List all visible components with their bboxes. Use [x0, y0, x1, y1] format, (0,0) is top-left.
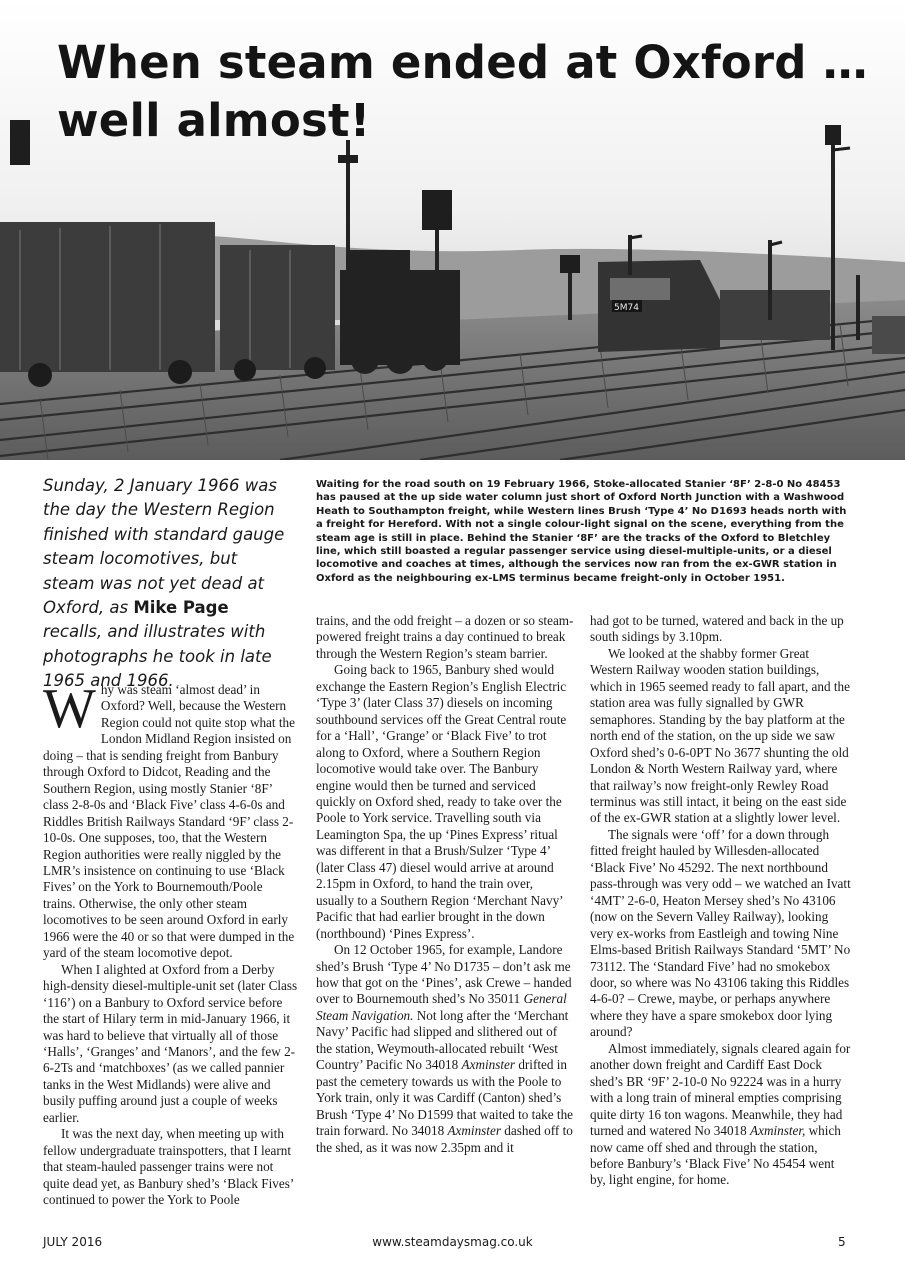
body-text: Not long after the ‘Merchant Navy’ Pacific had slipped and slithered out of the station, Weymouth-allocated rebuilt ‘West Country’ Pacific No 34018: [316, 1007, 569, 1073]
body-paragraph: had got to be turned, watered and back in the up south sidings by 3.10pm.: [590, 613, 844, 645]
standfirst-text-1: Sunday, 2 January 1966 was the day the Western Region finished with standard gauge steam locomotives, but steam was not yet dead at Oxford, as: [43, 476, 285, 618]
headline-line-1: When steam ended at Oxford …: [57, 36, 868, 89]
body-paragraph: [316, 942, 574, 1156]
body-paragraph: We looked at the shabby former Great Western Railway wooden station buildings, which in 1965 seemed ready to fall apart, and the station area was fully signalled by GWR semaphores. Standing by the bay platform at the north end of the station, on the up side we saw Oxford shed’s 0-6-0PT No 3677 shunting the old London & North Western Railway yard, where that railway’s now freight-only Rewley Road terminus was still intact, it being on the east side of the ex-GWR station at a slightly lower level.: [590, 645, 850, 826]
body-column-3: [590, 613, 852, 1189]
body-column-2: [316, 613, 574, 1156]
body-text: On 12 October 1965, for example, Landore shed’s Brush ‘Type 4’ No D1735 – don’t ask me how that got on the ‘Pines’, ask Crewe – handed over to Bournemouth shed’s No 35011: [316, 942, 572, 1007]
body-text: drifted in past the cemetery towards us with the Poole to York train, only it was Cardiff (Canton) shed’s Brush ‘Type 4’ No D1599 that waited to take the train forward. No 34018: [316, 1057, 574, 1139]
body-paragraph: [590, 1041, 852, 1189]
body-text: hy was steam ‘almost dead’ in Oxford? Well, because the Western Region could not quite stop what the London Midland Region insisted on doing – that is sending freight from Banbury through Oxford to Didcot, Reading and the Southern Region, using mostly Stanier ‘8F’ class 2-8-0s and ‘Black Five’ class 4-6-0s and Riddles British Railways Standard ‘9F’ class 2-10-0s. One supposes, too, that the Western Region authorities were really niggled by the LMR’s insistence on continuing to use ‘Black Fives’ on the York to Bournemouth/Poole trains. Otherwise, the only other steam locomotives to be seen around Oxford in early 1966 were the 40 or so that were dumped in the yard of the steam locomotive depot.: [43, 682, 295, 961]
standfirst-text-2: recalls, and illustrates with photographs he took in late 1965 and 1966.: [43, 622, 272, 691]
body-text: which now came off shed and through the station, before Banbury’s ‘Black Five’ No 45454 went by, light engine, for home.: [590, 1123, 841, 1188]
page-number: 5: [838, 1235, 846, 1249]
headline-line-2: well almost!: [57, 94, 371, 147]
drop-cap: W: [43, 678, 96, 740]
footer-issue-date: JULY 2016: [43, 1235, 103, 1249]
author-name: Mike Page: [133, 598, 229, 618]
body-paragraph: It was the next day, when meeting up with fellow undergraduate trainspotters, that I learnt that steam-hauled passenger trains were not quite dead yet, as Banbury shed’s ‘Black Fives’ continued to power the York to Poole: [43, 1126, 294, 1208]
footer-website: www.steamdaysmag.co.uk: [372, 1235, 533, 1249]
article-headline: [57, 34, 868, 150]
loco-name: Axminster,: [750, 1123, 806, 1139]
loco-name: Axminster: [461, 1057, 516, 1073]
body-text: dashed off to the shed, as it was now 2.35pm and it: [316, 1123, 573, 1155]
loco-name: Axminster: [447, 1123, 501, 1139]
photo-caption: Waiting for the road south on 19 February 1966, Stoke-allocated Stanier ‘8F’ 2-8-0 No 48453 has paused at the up side water column just short of Oxford North Junction with a Washwood Heath to Southampton freight, while Western lines Brush ‘Type 4’ No D1693 heads north with a freight for Hereford. With not a single colour-light signal on the scene, everything from the steam age is still in place. Behind the Stanier ‘8F’ are the tracks of the Oxford to Bletchley line, which still boasted a regular passenger service using diesel-multiple-units, or a diesel locomotive and coaches at times, although the services now ran from the ex-GWR station in Oxford as the neighbouring ex-LMS terminus became freight-only in October 1951.: [316, 479, 847, 584]
body-column-1: [43, 678, 298, 1209]
loco-name: General Steam Navigation.: [316, 991, 567, 1023]
standfirst: [43, 474, 293, 694]
body-paragraph: When I alighted at Oxford from a Derby high-density diesel-multiple-unit set (later Class ‘116’) on a Banbury to Oxford service before the start of Hilary term in mid-January 1966, it was hard to believe that virtually all of those ‘Halls’, ‘Granges’ and ‘Manors’, and the few 2-6-2Ts and ‘matchboxes’ (as we called pannier tanks in the West Midlands) were alive and busily puffing around just a couple of weeks earlier.: [43, 961, 298, 1125]
body-text: Almost immediately, signals cleared again for another down freight and Cardiff East Dock shed’s BR ‘9F’ 2-10-0 No 92224 was in a hurry with a long train of mineral empties comprising quite dirty 16 ton wagons. Meanwhile, they had turned and watered No 34018: [590, 1040, 851, 1139]
body-paragraph: trains, and the odd freight – a dozen or so steam-powered freight trains a day continued to break through the Western Region’s steam barrier.: [316, 613, 574, 661]
loco-headcode: 5M74: [614, 303, 639, 313]
body-paragraph: The signals were ‘off’ for a down through fitted freight hauled by Willesden-allocated ‘Black Five’ No 45292. The next northbound pass-through was very odd – we watched an Ivatt ‘4MT’ 2-6-0, Heaton Mersey shed’s No 43106 (now on the Severn Valley Railway), looking very ex-works from Eastleigh and towing Nine Elms-based British Railways Standard ‘5MT’ No 73112. The ‘Standard Five’ had no smokebox door, so where was No 43106 taking this Riddles 4-6-0? – Crewe, maybe, or perhaps anywhere where they have a spare smokebox door lying around?: [590, 826, 851, 1040]
body-paragraph: Going back to 1965, Banbury shed would exchange the Eastern Region’s English Electric ‘Type 3’ (later Class 37) diesels on incoming southbound services off the Great Central route for a ‘Hall’, ‘Grange’ or ‘Black Five’ to trot along to Oxford, where a Southern Region locomotive would take over. The Banbury engine would then be turned and serviced quickly on Oxford shed, ready to take over the Poole to York service. Travelling south via Leamington Spa, the up ‘Pines Express’ ritual was different in that a Brush/Sulzer ‘Type 4’ (later Class 47) diesel would arrive at around 2.15pm in Oxford, to hand the train over, usually to a Southern Region ‘Merchant Navy’ Pacific that had earlier brought in the down (northbound) ‘Pines Express’.: [316, 662, 567, 941]
body-paragraph: [43, 678, 298, 962]
